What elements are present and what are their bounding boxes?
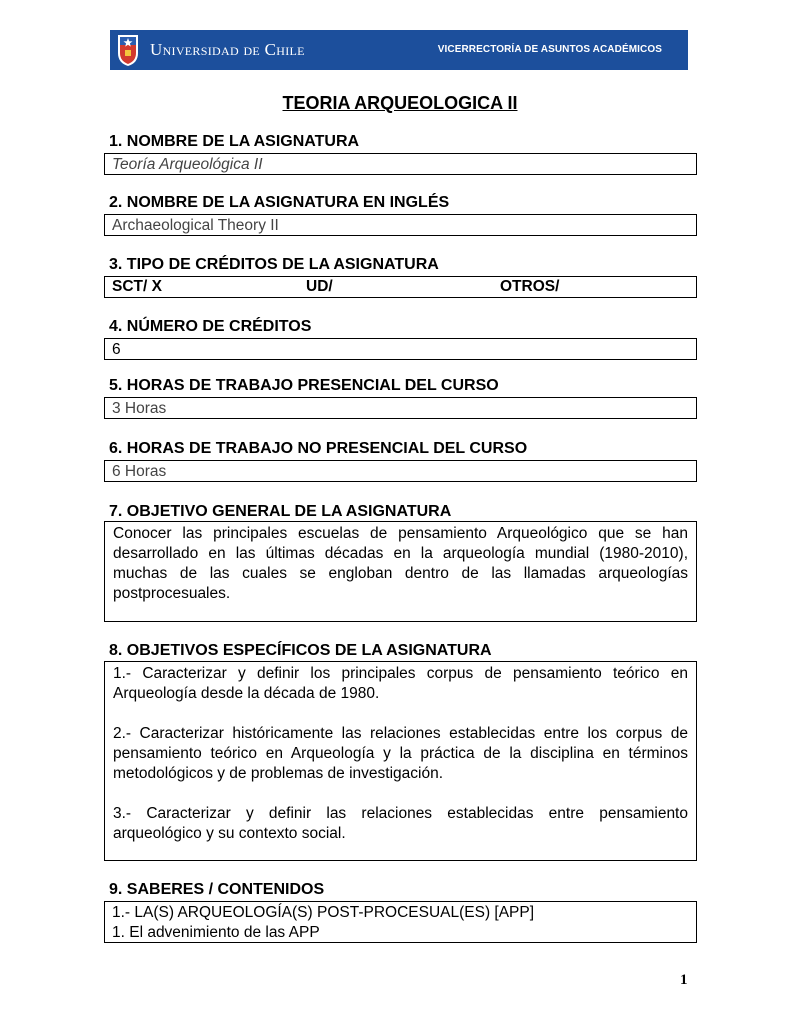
section-8-heading: 8. OBJETIVOS ESPECÍFICOS DE LA ASIGNATURA [109,642,492,659]
specific-objective-item: 1.- Caracterizar y definir los principales corpus de pensamiento teórico en Arqueología desde la década de 1980. [113,665,688,702]
credits-number-value: 6 [112,341,121,358]
university-crest-icon [116,33,140,67]
office-name: VICERRECTORÍA DE ASUNTOS ACADÉMICOS [437,44,662,55]
credit-type-row [104,276,697,298]
section-4-heading: 4. NÚMERO DE CRÉDITOS [109,318,312,335]
document-title: TEORIA ARQUEOLOGICA II [282,93,518,113]
specific-objective-item: 2.- Caracterizar históricamente las relaciones establecidas entre los corpus de pensamiento teórico en Arqueología y la práctica de la disciplina en términos metodológicos y de problemas de investigación. [113,725,688,782]
course-name-value: Teoría Arqueológica II [112,156,263,173]
section-4-value-box [104,338,697,360]
section-5-value-box [104,397,697,419]
general-objective-text: Conocer las principales escuelas de pensamiento Arqueológico que se han desarrollado en las últimas décadas en la arqueología mundial (1980-2010), muchas de las cuales se engloban dentro de las llamadas arqueologías postprocesuales. [113,525,688,602]
contents-line: 1. El advenimiento de las APP [112,924,320,941]
contents-line: 1.- LA(S) ARQUEOLOGÍA(S) POST-PROCESUAL(ES) [APP] [112,904,535,921]
section-9-heading: 9. SABERES / CONTENIDOS [109,881,325,898]
section-2-heading: 2. NOMBRE DE LA ASIGNATURA EN INGLÉS [109,194,450,211]
section-5-heading: 5. HORAS DE TRABAJO PRESENCIAL DEL CURSO [109,377,499,394]
section-7-heading: 7. OBJETIVO GENERAL DE LA ASIGNATURA [109,503,452,520]
page-number: 1 [680,972,688,988]
section-1-value-box [104,153,697,175]
section-6-value-box [104,460,697,482]
credit-type-otros: OTROS/ [500,278,560,295]
presential-hours-value: 3 Horas [112,400,167,417]
section-3-heading: 3. TIPO DE CRÉDITOS DE LA ASIGNATURA [109,256,439,273]
specific-objectives-box [104,661,697,861]
contents-box [104,901,697,943]
general-objective-box [104,521,697,622]
university-name: Universidad de Chile [150,40,305,59]
non-presential-hours-value: 6 Horas [112,463,167,480]
section-1-heading: 1. NOMBRE DE LA ASIGNATURA [109,133,360,150]
specific-objective-item: 3.- Caracterizar y definir las relaciones establecidas entre pensamiento arqueológico y su contexto social. [113,805,688,842]
course-name-english-value: Archaeological Theory II [112,217,279,234]
header-banner [110,30,688,70]
section-6-heading: 6. HORAS DE TRABAJO NO PRESENCIAL DEL CURSO [109,440,528,457]
credit-type-ud: UD/ [306,278,333,295]
section-2-value-box [104,214,697,236]
credit-type-sct: SCT/ X [112,278,162,295]
